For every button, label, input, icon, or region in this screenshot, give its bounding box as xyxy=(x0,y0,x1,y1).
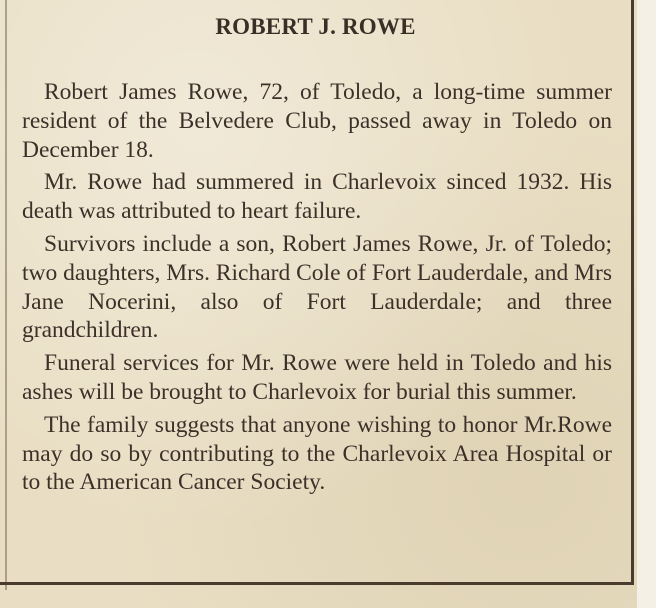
paragraph-3: Survivors include a son, Robert James Rowe, Jr. of Toledo; two daughters, Mrs. Richard Cole of Fort Lauderdale, and Mrs Jane Nocerini, also of Fort Lauderdale; and three grandchildren. xyxy=(22,230,612,344)
paragraph-5: The family suggests that anyone wishing to honor Mr.Rowe may do so by contributing to the Charlevoix Area Hospital or to the American Cancer Society. xyxy=(22,411,612,496)
obituary-body xyxy=(22,78,612,501)
page-margin xyxy=(637,0,656,608)
obituary-headline: ROBERT J. ROWE xyxy=(215,14,416,39)
paragraph-1: Robert James Rowe, 72, of Toledo, a long-time summer resident of the Belvedere Club, passed away in Toledo on December 18. xyxy=(22,79,612,163)
paragraph-4: Funeral services for Mr. Rowe were held in Toledo and his ashes will be brought to Charlevoix for burial this summer. xyxy=(22,350,612,405)
paragraph-2: Mr. Rowe had summered in Charlevoix sinced 1932. His death was attributed to heart failure. xyxy=(22,169,612,225)
